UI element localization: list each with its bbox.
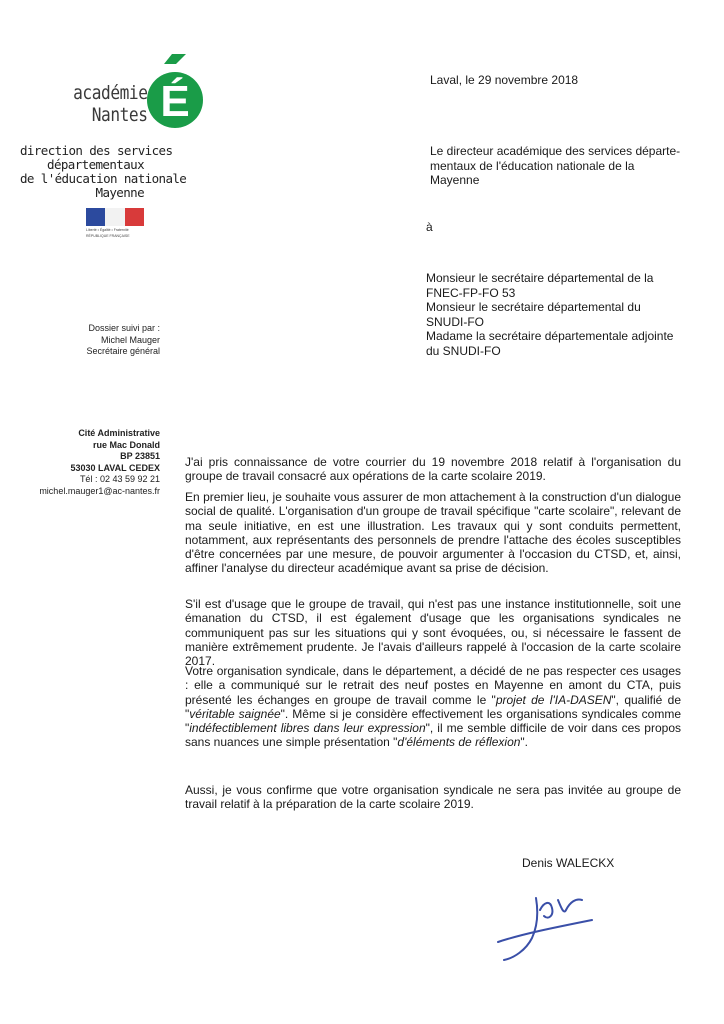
body-paragraph-2: En premier lieu, je souhaite vous assurer de mon attachement à la construction d'un dialogue social de qualité. L'organisation d'un groupe de travail spécifique "carte scolaire", relevant de ma seule initiative, en est une illustration. Les travaux qui y sont conduits permettent, notamment, aux représentants des personnels de prendre l'attache des écoles susceptibles d'être concernées par une mesure, de pouvoir argumenter à l'occasion du CTSD, et, ainsi, affiner l'analyse du directeur académique avant sa prise de décision. bbox=[185, 490, 681, 576]
sender-block: Le directeur académique des services départe- mentaux de l'éducation nationale de la Mayenne bbox=[430, 144, 681, 187]
republique-francaise-logo bbox=[86, 208, 144, 240]
quote-italic: projet de l'IA-DASEN bbox=[495, 692, 612, 707]
recipients-block bbox=[426, 271, 696, 358]
letter-date: Laval, le 29 novembre 2018 bbox=[430, 73, 579, 87]
quote-italic: d'éléments de réflexion bbox=[397, 735, 521, 750]
department-line: Mayenne bbox=[95, 185, 144, 200]
logo-text: académie Nantes bbox=[73, 82, 148, 126]
logo-e-icon bbox=[142, 52, 208, 132]
bp-line: BP 23851 bbox=[120, 451, 160, 461]
recipient-line: Monsieur le secrétaire départemental du bbox=[426, 300, 641, 314]
body-paragraph-3: S'il est d'usage que le groupe de travail, qui n'est pas une instance institutionnelle, soit une émanation du CTSD, il est également d'usage que les organisations syndicales ne communiquent pas sur les situations qui y sont évoquées, ou, si nécessaire le fassent de manière extrêmement prudente. Je l'avais d'ailleurs rappelé à l'occasion de la carte scolaire 2017. bbox=[185, 597, 681, 669]
department-line: direction des services bbox=[20, 143, 173, 158]
svg-text:É: É bbox=[160, 77, 190, 126]
city-line: 53030 LAVAL CEDEX bbox=[70, 462, 160, 473]
body-paragraph-1: J'ai pris connaissance de votre courrier du 19 novembre 2018 relatif à l'organisation du groupe de travail consacré aux opérations de la carte scolaire 2019. bbox=[185, 455, 681, 484]
recipient-line: SNUDI-FO bbox=[426, 314, 484, 329]
republic-motto: Liberté • Égalité • Fraternité bbox=[86, 228, 129, 232]
body-paragraph-5: Aussi, je vous confirme que votre organisation syndicale ne sera pas invitée au groupe de travail relatif à la préparation de la carte scolaire 2019. bbox=[185, 783, 681, 812]
to-word: à bbox=[426, 220, 433, 234]
quote-italic: indéfectiblement libres dans leur expression bbox=[189, 721, 426, 736]
address-line: Cité Administrative bbox=[78, 428, 160, 438]
handwritten-signature bbox=[492, 880, 612, 966]
recipient-line: Madame la secrétaire départementale adjointe bbox=[426, 329, 674, 343]
academy-logo bbox=[60, 52, 210, 142]
republic-name: RÉPUBLIQUE FRANÇAISE bbox=[86, 234, 130, 238]
french-flag-icon bbox=[86, 208, 144, 226]
dossier-block: Dossier suivi par : Michel Mauger Secrétaire général bbox=[86, 323, 160, 356]
recipient-line: du SNUDI-FO bbox=[426, 343, 501, 358]
contact-block bbox=[20, 428, 160, 497]
phone-line: Tél : 02 43 59 92 21 bbox=[79, 474, 160, 484]
body-paragraph-4: Votre organisation syndicale, dans le département, a décidé de ne pas respecter ces usages : elle a communiqué sur le retrait des neuf postes en Mayenne en amont du CTA, puis présenté les échanges en groupe de travail comme le "projet de l'IA-DASEN", qualifié de "véritable saignée". Même si je considère effectivement les organisations syndicales comme "indéfectiblement libres dans leur expression", il me semble difficile de voir dans ces propos sans nuances une simple présentation "d'éléments de réflexion". bbox=[185, 664, 681, 750]
department-line: départementaux bbox=[47, 157, 144, 172]
department-line: de l'éducation nationale bbox=[20, 171, 187, 186]
signatory-name: Denis WALECKX bbox=[522, 856, 615, 870]
department-block bbox=[20, 143, 187, 200]
quote-italic: véritable saignée bbox=[189, 706, 281, 721]
email-line: michel.mauger1@ac-nantes.fr bbox=[39, 485, 160, 496]
address-line: rue Mac Donald bbox=[92, 439, 160, 450]
recipient-line: FNEC-FP-FO 53 bbox=[426, 285, 516, 300]
recipient-line: Monsieur le secrétaire départemental de la bbox=[426, 271, 654, 285]
